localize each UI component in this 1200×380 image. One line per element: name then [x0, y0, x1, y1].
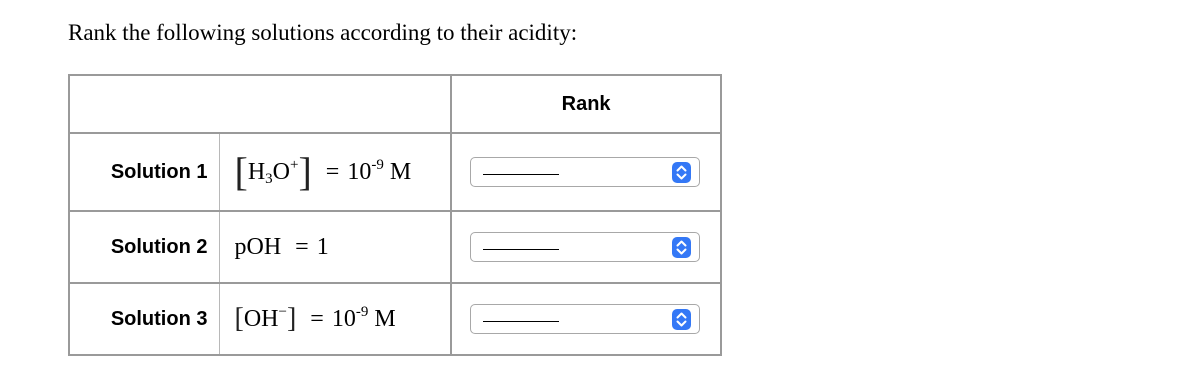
solution-label: Solution 3 — [69, 283, 220, 355]
rank-column-header: Rank — [451, 75, 721, 133]
up-down-chevron-icon[interactable] — [672, 309, 691, 330]
rank-cell — [451, 211, 721, 283]
poh-expression: pOH = 1 — [234, 233, 329, 260]
header-empty-cell — [69, 75, 451, 133]
rank-select[interactable] — [470, 157, 700, 187]
concentration-expression: $[OH^-] = 10^{-9}$ M — [234, 303, 396, 334]
solution-label: Solution 1 — [69, 133, 220, 211]
rank-cell — [451, 283, 721, 355]
rank-select-value — [483, 174, 559, 175]
table-row — [69, 133, 721, 211]
table-header-row — [69, 75, 721, 133]
solution-expression — [220, 283, 451, 355]
solution-label: Solution 2 — [69, 211, 220, 283]
up-down-chevron-icon[interactable] — [672, 237, 691, 258]
up-down-chevron-icon[interactable] — [672, 162, 691, 183]
rank-cell — [451, 133, 721, 211]
rank-select[interactable] — [470, 232, 700, 262]
solution-expression — [220, 133, 451, 211]
rank-select[interactable] — [470, 304, 700, 334]
table-row — [69, 211, 721, 283]
table-row — [69, 283, 721, 355]
concentration-expression: $[H_3O^+] = 10^{-9}$ M — [234, 149, 412, 194]
solution-expression — [220, 211, 451, 283]
rank-select-value — [483, 249, 559, 250]
ranking-table — [68, 74, 722, 356]
question-prompt: Rank the following solutions according to their acidity: — [68, 20, 578, 45]
rank-select-value — [483, 321, 559, 322]
